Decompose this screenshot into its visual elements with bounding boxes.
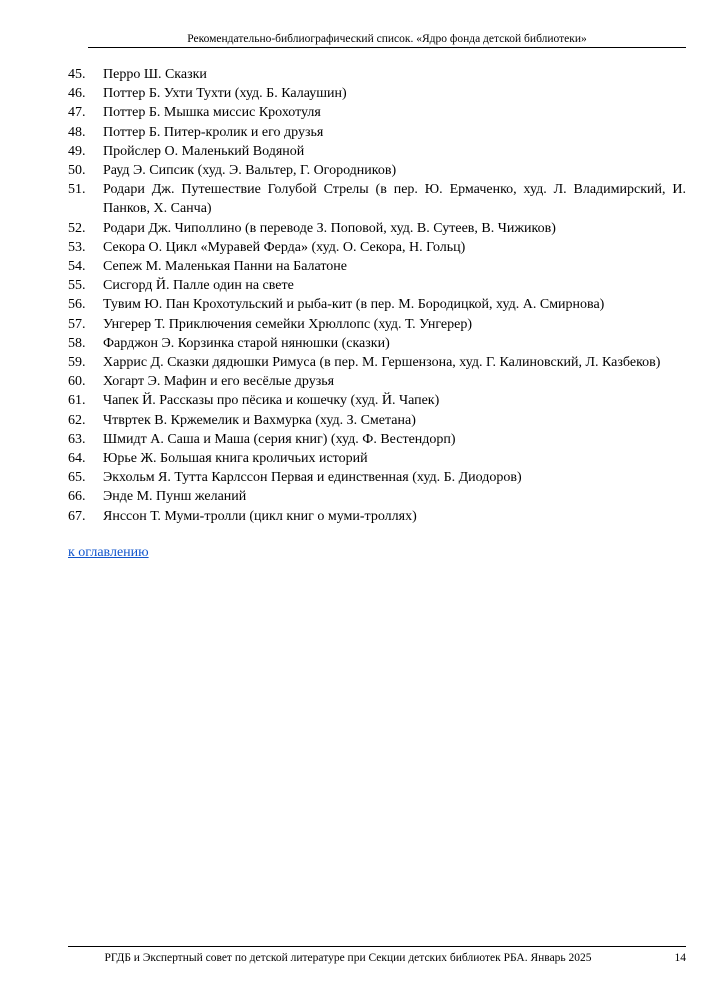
item-number: 66.	[68, 489, 86, 505]
list-item	[68, 123, 686, 142]
item-number: 49.	[68, 143, 86, 159]
item-number: 56.	[68, 297, 86, 313]
list-item	[68, 334, 686, 353]
list-item	[68, 507, 686, 526]
item-text: Родари Дж. Чиполлино (в переводе З. Поповой, худ. В. Сутеев, В. Чижиков)	[103, 220, 556, 236]
item-number: 61.	[68, 393, 86, 409]
item-number: 55.	[68, 278, 86, 294]
item-text: Поттер Б. Питер-кролик и его друзья	[103, 124, 324, 140]
list-item	[68, 180, 686, 218]
item-number: 59.	[68, 355, 86, 371]
list-item	[68, 103, 686, 122]
item-text: Поттер Б. Ухти Тухти (худ. Б. Калаушин)	[103, 86, 347, 102]
bibliography-list	[68, 65, 686, 526]
item-number: 48.	[68, 124, 86, 140]
item-text: Сепеж М. Маленькая Панни на Балатоне	[103, 259, 348, 275]
list-item	[68, 372, 686, 391]
item-number: 57.	[68, 316, 86, 332]
item-number: 47.	[68, 105, 86, 121]
item-text: Фарджон Э. Корзинка старой нянюшки (сказки)	[103, 335, 390, 351]
list-item	[68, 161, 686, 180]
list-item	[68, 65, 686, 84]
list-item	[68, 353, 686, 372]
item-number: 60.	[68, 374, 86, 390]
item-text: Экхольм Я. Тутта Карлссон Первая и единственная (худ. Б. Диодоров)	[103, 470, 522, 486]
list-item	[68, 430, 686, 449]
item-number: 45.	[68, 67, 86, 82]
item-number: 46.	[68, 86, 86, 102]
list-item	[68, 449, 686, 468]
item-text: Чапек Й. Рассказы про пёсика и кошечку (худ. Й. Чапек)	[103, 393, 440, 409]
item-number: 63.	[68, 431, 86, 447]
item-number: 67.	[68, 508, 86, 524]
item-text: Пройслер О. Маленький Водяной	[103, 143, 305, 159]
item-text: Поттер Б. Мышка миссис Крохотуля	[103, 105, 321, 121]
list-item	[68, 487, 686, 506]
list-item	[68, 315, 686, 334]
item-number: 52.	[68, 220, 86, 236]
list-item	[68, 238, 686, 257]
list-item	[68, 411, 686, 430]
item-text: Харрис Д. Сказки дядюшки Римуса (в пер. М. Гершензона, худ. Г. Калиновский, Л. Казбеков)	[103, 355, 661, 371]
item-text: Янссон Т. Муми-тролли (цикл книг о муми-троллях)	[103, 508, 417, 524]
footer-divider	[68, 946, 686, 947]
item-text: Секора О. Цикл «Муравей Ферда» (худ. О. Секора, Н. Гольц)	[103, 239, 466, 255]
item-text: Перро Ш. Сказки	[103, 67, 207, 82]
list-item	[68, 391, 686, 410]
item-text: Хогарт Э. Мафин и его весёлые друзья	[103, 374, 335, 390]
item-text: Энде М. Пунш желаний	[103, 489, 247, 505]
item-number: 50.	[68, 163, 86, 179]
item-text: Родари Дж. Путешествие Голубой Стрелы (в пер. Ю. Ермаченко, худ. Л. Владимирский, И. Панков, Х. Санча)	[103, 182, 686, 217]
item-text: Шмидт А. Саша и Маша (серия книг) (худ. Ф. Вестендорп)	[103, 431, 456, 447]
table-of-contents-link[interactable]: к оглавлению	[68, 545, 149, 560]
running-footer: РГДБ и Экспертный совет по детской литературе при Секции детских библиотек РБА. Январь 2025	[104, 952, 592, 964]
item-text: Тувим Ю. Пан Крохотульский и рыба-кит (в пер. М. Бородицкой, худ. А. Смирнова)	[103, 297, 605, 313]
item-number: 64.	[68, 451, 86, 467]
list-item	[68, 257, 686, 276]
item-number: 51.	[68, 182, 86, 198]
list-item	[68, 84, 686, 103]
header-divider	[88, 47, 686, 48]
list-item	[68, 142, 686, 161]
item-number: 54.	[68, 259, 86, 275]
list-item	[68, 276, 686, 295]
page-number: 14	[674, 952, 686, 964]
item-number: 53.	[68, 239, 86, 255]
item-text: Сисгорд Й. Палле один на свете	[103, 278, 294, 294]
item-text: Унгерер Т. Приключения семейки Хрюллопс (худ. Т. Унгерер)	[103, 316, 473, 332]
list-item	[68, 468, 686, 487]
list-item	[68, 295, 686, 314]
item-number: 62.	[68, 412, 86, 428]
item-text: Юрье Ж. Большая книга кроличьих историй	[103, 451, 368, 467]
item-text: Рауд Э. Сипсик (худ. Э. Вальтер, Г. Огородников)	[103, 163, 397, 179]
running-header: Рекомендательно-библиографический список. «Ядро фонда детской библиотеки»	[187, 33, 587, 45]
item-number: 65.	[68, 470, 86, 486]
list-item	[68, 219, 686, 238]
item-number: 58.	[68, 335, 86, 351]
item-text: Чтвртек В. Кржемелик и Вахмурка (худ. З. Сметана)	[103, 412, 416, 428]
